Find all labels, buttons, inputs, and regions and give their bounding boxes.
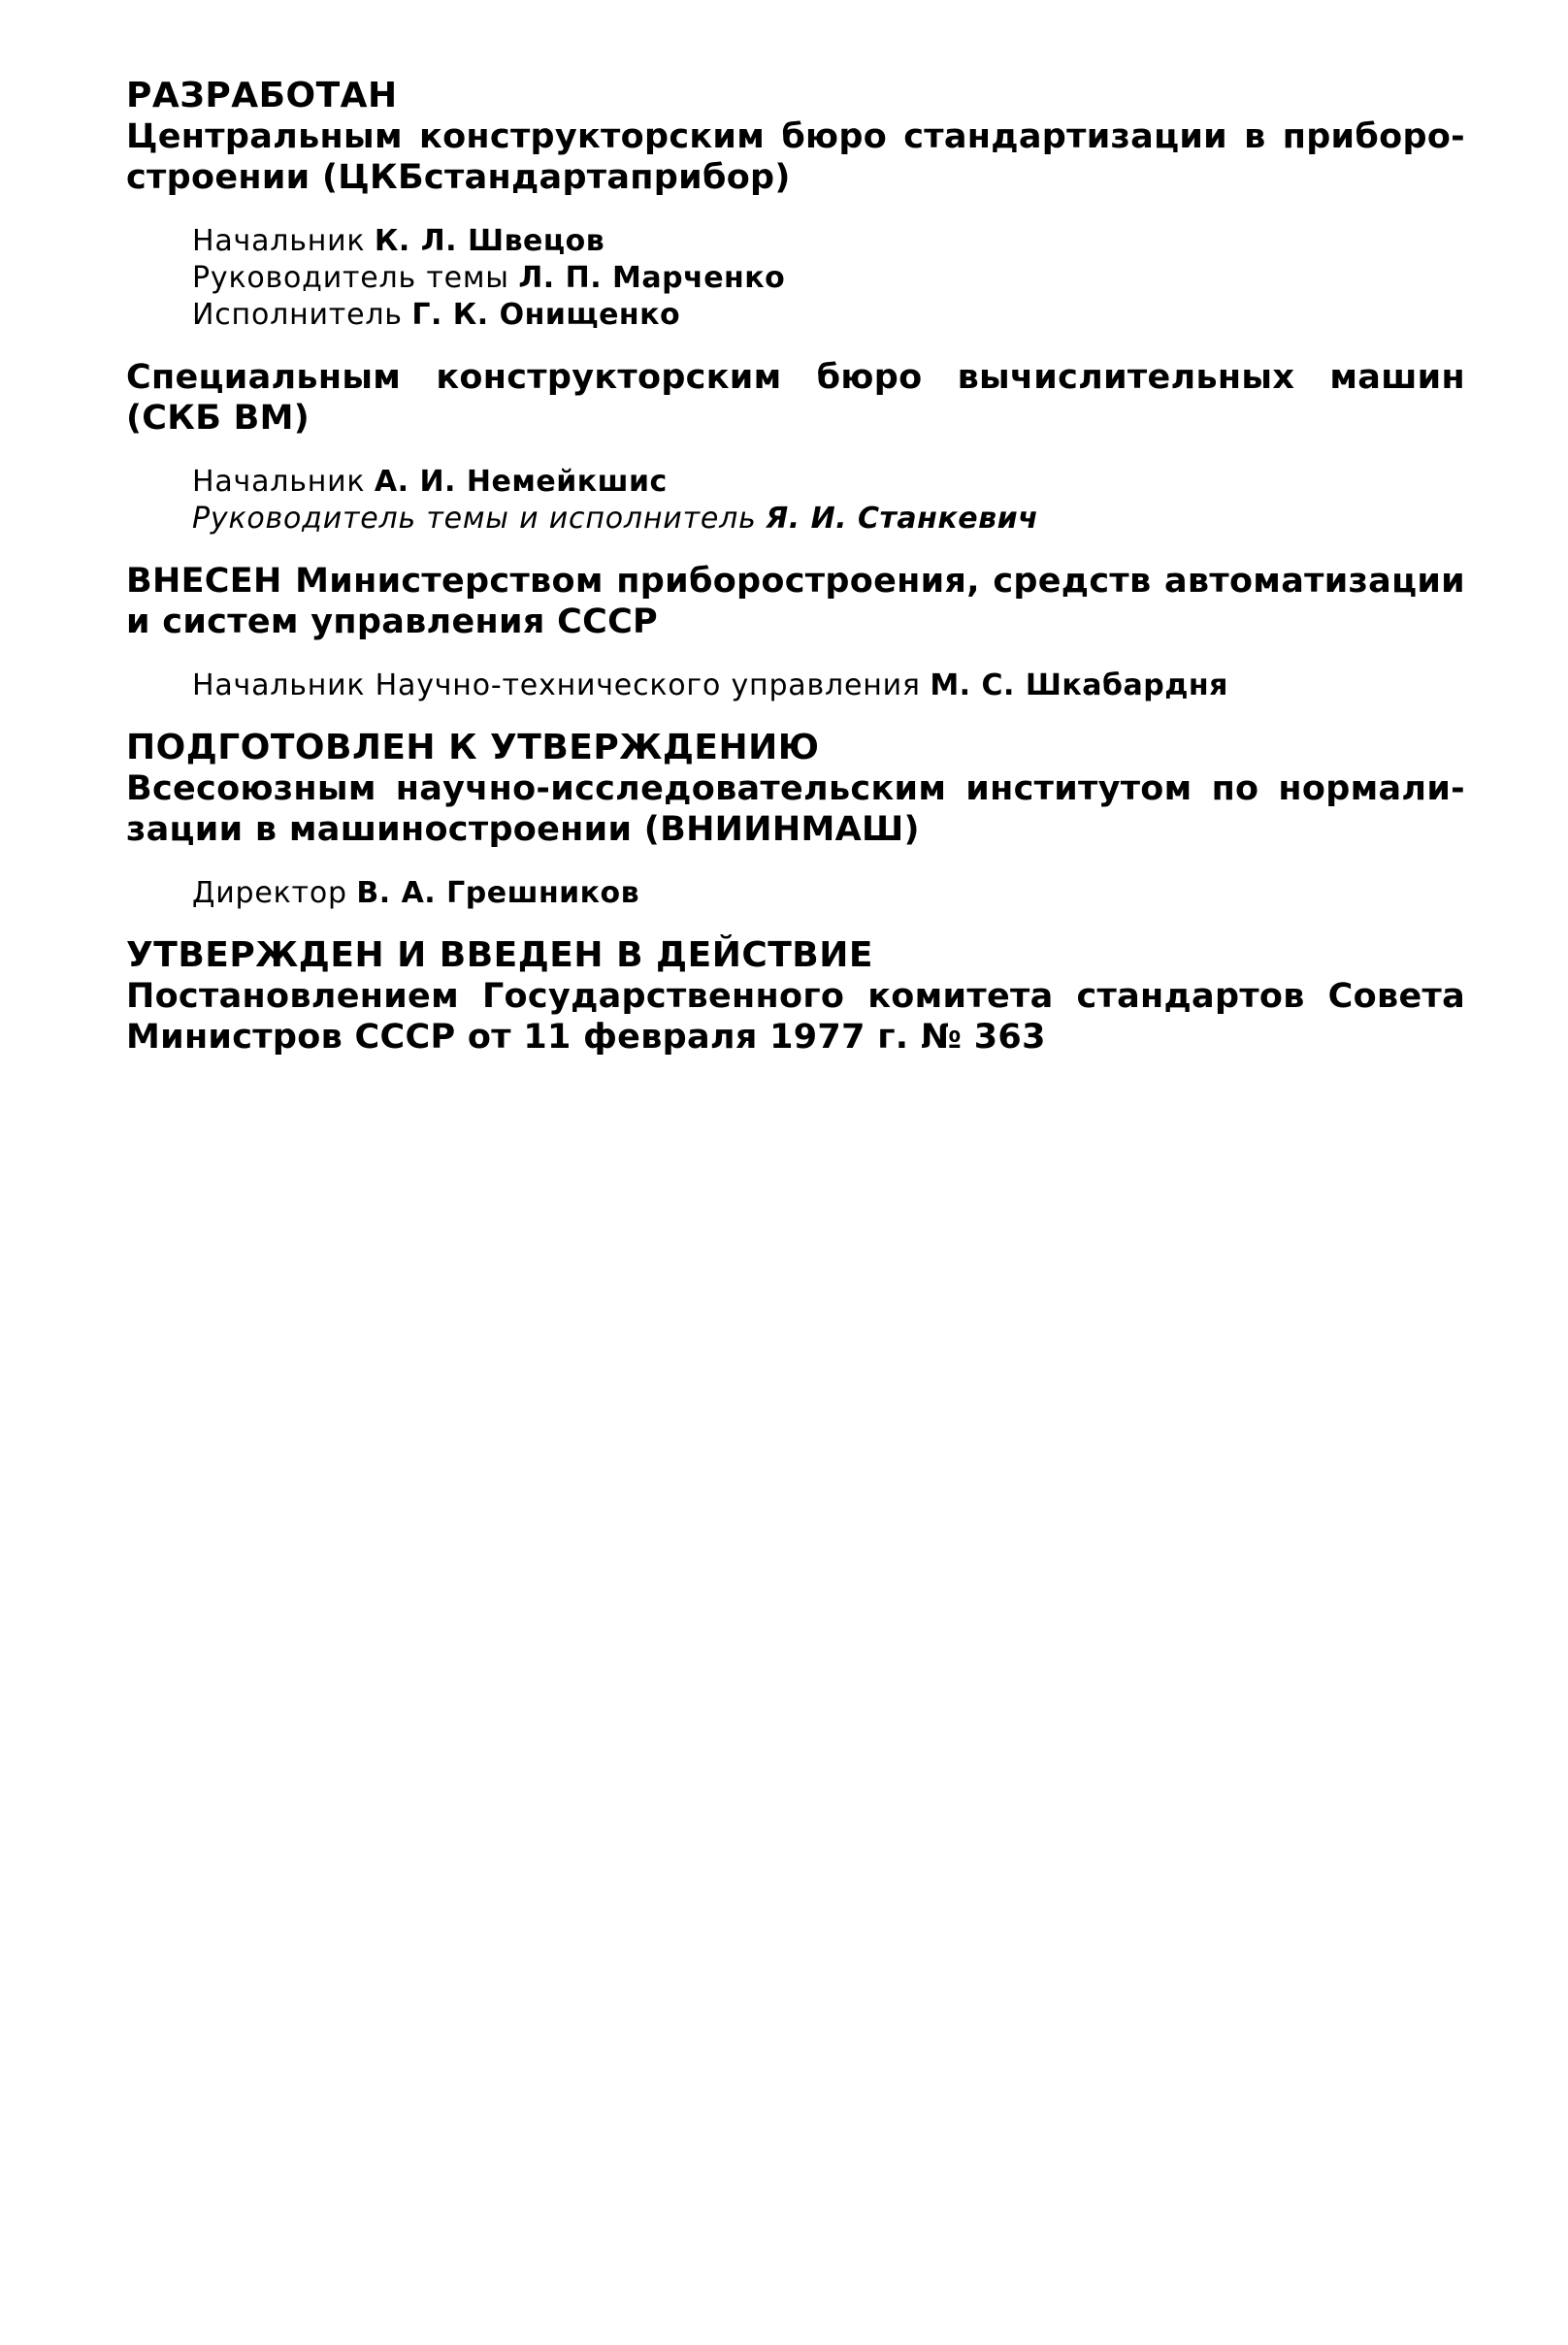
person-line — [192, 875, 1465, 912]
org1-people — [192, 223, 1465, 334]
approved-section — [126, 935, 1465, 1058]
person-name: К. Л. Швецов — [374, 224, 605, 258]
person-line — [192, 223, 1465, 260]
org2-people — [192, 464, 1465, 537]
org2-section — [126, 357, 1465, 537]
person-line — [192, 260, 1465, 297]
prepared-line1: Всесоюзным научно-исследовательским институтом по нормали- — [126, 769, 1465, 808]
developed-heading: РАЗРАБОТАН — [126, 76, 398, 115]
person-line — [192, 668, 1465, 704]
person-name: Г. К. Онищенко — [411, 298, 681, 332]
person-name: Л. П. Марченко — [518, 261, 786, 295]
prepared-heading: ПОДГОТОВЛЕН К УТВЕРЖДЕНИЮ — [126, 728, 820, 767]
person-role: Директор — [192, 876, 347, 910]
introduced-people — [192, 668, 1465, 704]
org2-line2: (СКБ ВМ) — [126, 399, 310, 438]
org1-line2: строении (ЦКБстандартаприбор) — [126, 158, 791, 197]
org1-line1: Центральным конструкторским бюро стандартизации в приборо- — [126, 117, 1465, 156]
prepared-section — [126, 728, 1465, 912]
person-name: А. И. Немейкшис — [374, 465, 668, 499]
person-line — [192, 297, 1465, 334]
person-name: М. С. Шкабардня — [930, 668, 1228, 702]
person-role: Руководитель темы и исполнитель — [192, 502, 757, 536]
prepared-people — [192, 875, 1465, 912]
prepared-line2: зации в машиностроении (ВНИИНМАШ) — [126, 810, 920, 849]
document-page — [126, 76, 1465, 1081]
introduced-section — [126, 561, 1465, 704]
person-role: Руководитель темы — [192, 261, 509, 295]
approved-line2: Министров СССР от 11 февраля 1977 г. № 363 — [126, 1018, 1046, 1057]
person-role: Начальник Научно-технического управления — [192, 668, 921, 702]
person-role: Начальник — [192, 224, 366, 258]
person-role: Исполнитель — [192, 298, 403, 332]
org2-line1: Специальным конструкторским бюро вычислительных машин — [126, 358, 1465, 397]
person-line — [192, 501, 1465, 537]
approved-line1: Постановлением Государственного комитета стандартов Совета — [126, 977, 1465, 1016]
developed-section — [126, 76, 1465, 334]
introduced-line2: и систем управления СССР — [126, 603, 659, 641]
person-role: Начальник — [192, 465, 366, 499]
introduced-line1: ВНЕСЕН Министерством приборостроения, средств автоматизации — [126, 562, 1465, 601]
approved-heading: УТВЕРЖДЕН И ВВЕДЕН В ДЕЙСТВИЕ — [126, 935, 873, 975]
person-name: В. А. Грешников — [356, 876, 640, 910]
person-line — [192, 464, 1465, 501]
person-name: Я. И. Станкевич — [766, 502, 1039, 536]
